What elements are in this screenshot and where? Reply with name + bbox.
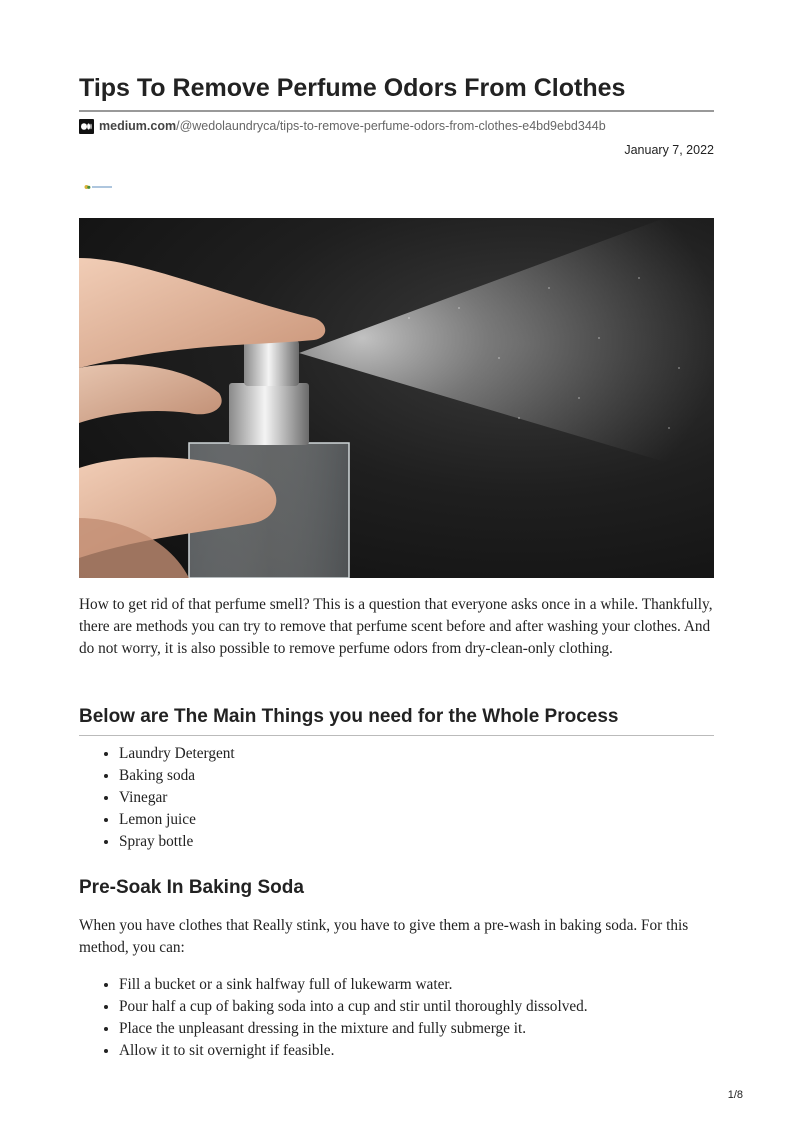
list-item: • Lemon juice xyxy=(119,809,235,831)
article-date: January 7, 2022 xyxy=(624,143,714,157)
list-item: • Vinegar xyxy=(119,787,235,809)
list-item: • Fill a bucket or a sink halfway full of lukewarm water. xyxy=(119,974,588,996)
things-needed-list xyxy=(79,743,235,853)
list-item: • Place the unpleasant dressing in the mixture and fully submerge it. xyxy=(119,1018,588,1040)
page-number: 1/8 xyxy=(727,1089,743,1101)
source-domain-link[interactable]: medium.com xyxy=(99,119,177,133)
hero-image-perfume-spray xyxy=(79,218,714,578)
brand-logo-icon xyxy=(84,183,112,191)
list-item: • Baking soda xyxy=(119,765,235,787)
pre-soak-steps-list xyxy=(79,974,588,1062)
list-item: • Pour half a cup of baking soda into a cup and stir until thoroughly dissolved. xyxy=(119,996,588,1018)
pre-soak-paragraph: When you have clothes that Really stink, you have to give them a pre-wash in baking soda. For this method, you can: xyxy=(79,917,689,956)
list-item: • Spray bottle xyxy=(119,831,235,853)
section-heading-things-needed: Below are The Main Things you need for the Whole Process xyxy=(79,705,714,736)
source-line xyxy=(79,117,714,135)
source-path-link[interactable]: /@wedolaundryca/tips-to-remove-perfume-odors-from-clothes-e4bd9ebd344b xyxy=(176,119,606,133)
list-item: • Allow it to sit overnight if feasible. xyxy=(119,1040,588,1062)
medium-logo-icon xyxy=(79,119,94,134)
list-item: • Laundry Detergent xyxy=(119,743,235,765)
section-heading-pre-soak: Pre-Soak In Baking Soda xyxy=(79,877,304,898)
article-title: Tips To Remove Perfume Odors From Clothes xyxy=(79,72,714,112)
intro-paragraph: How to get rid of that perfume smell? This is a question that everyone asks once in a while. Thankfully, there are methods you can try to remove that perfume scent before and after washing your clothes. And do not worry, it is also possible to remove perfume odors from dry-clean-only clothing. xyxy=(79,596,713,657)
